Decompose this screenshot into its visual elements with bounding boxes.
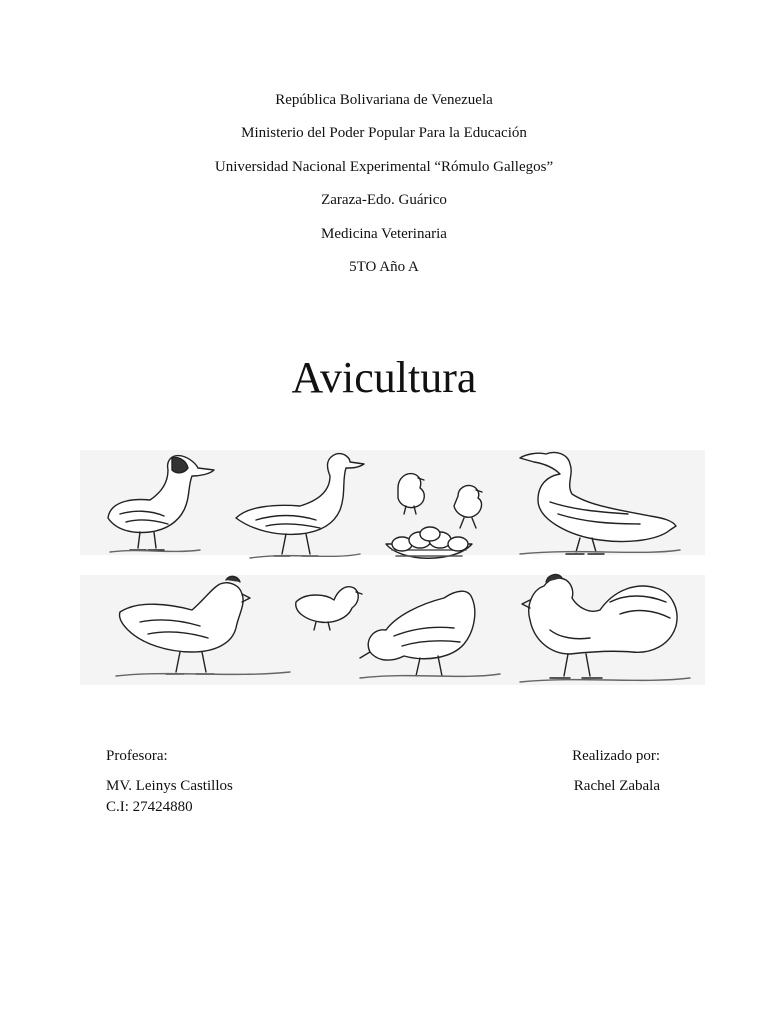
page-title: Avicultura — [291, 353, 477, 402]
header-career: Medicina Veterinaria — [321, 226, 447, 242]
header-location: Zaraza-Edo. Guárico — [321, 192, 447, 208]
header-country: República Bolivariana de Venezuela — [275, 92, 493, 108]
header-university: Universidad Nacional Experimental “Rómulo Gallegos” — [214, 159, 554, 175]
header-ministry: Ministerio del Poder Popular Para la Educación — [241, 125, 527, 141]
poultry-illustration — [80, 440, 705, 695]
author-label: Realizado por: — [572, 748, 660, 764]
teacher-name: MV. Leinys Castillos — [106, 778, 233, 794]
teacher-label: Profesora: — [106, 748, 168, 764]
author-name: Rachel Zabala — [573, 778, 660, 794]
teacher-id: C.I: 27424880 — [106, 799, 193, 815]
header-grade: 5TO Año A — [349, 259, 419, 275]
